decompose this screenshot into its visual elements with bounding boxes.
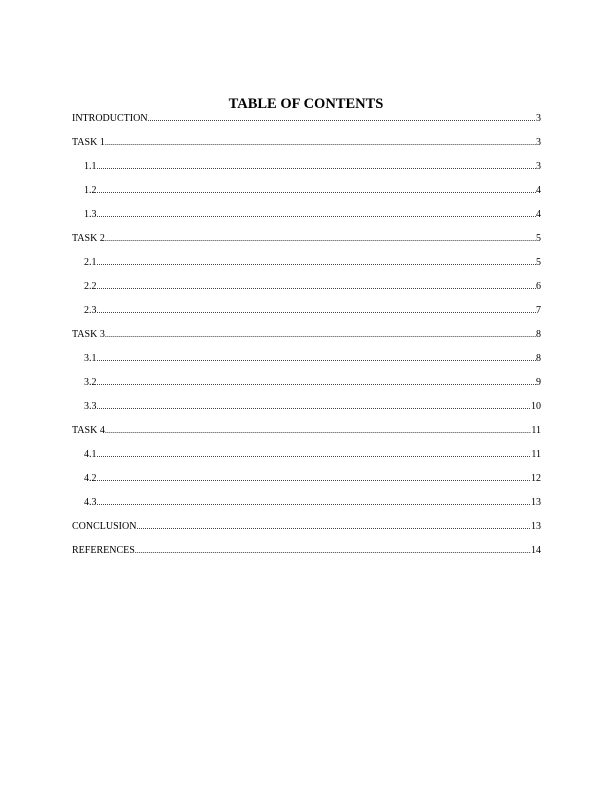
toc-list [72, 112, 541, 568]
toc-entry-label: 3.1 [84, 353, 97, 364]
toc-entry[interactable] [72, 328, 541, 352]
toc-dot-leader [97, 304, 537, 318]
toc-dot-leader [97, 280, 537, 294]
toc-dot-leader [97, 352, 537, 366]
toc-dot-leader [97, 256, 537, 270]
toc-page-number: 6 [536, 281, 541, 292]
toc-dot-leader [97, 160, 537, 174]
toc-dot-leader [97, 376, 537, 390]
toc-entry-label: 1.2 [84, 185, 97, 196]
toc-entry-label: 2.3 [84, 305, 97, 316]
toc-entry-label: INTRODUCTION [72, 113, 148, 124]
toc-dot-leader [105, 328, 536, 342]
toc-entry-label: 3.2 [84, 377, 97, 388]
toc-entry-label: 1.3 [84, 209, 97, 220]
toc-entry-label: TASK 2 [72, 233, 105, 244]
toc-entry[interactable] [72, 472, 541, 496]
toc-page-number: 3 [536, 161, 541, 172]
toc-entry[interactable] [72, 184, 541, 208]
page-title: TABLE OF CONTENTS [228, 96, 384, 112]
toc-page-number: 10 [531, 401, 541, 412]
toc-page-number: 11 [531, 449, 541, 460]
toc-entry-label: CONCLUSION [72, 521, 137, 532]
toc-page-number: 11 [531, 425, 541, 436]
toc-entry-label: TASK 4 [72, 425, 105, 436]
toc-page-number: 14 [531, 545, 541, 556]
toc-entry[interactable] [72, 136, 541, 160]
toc-dot-leader [97, 400, 532, 414]
toc-dot-leader [105, 232, 536, 246]
toc-entry[interactable] [72, 256, 541, 280]
toc-entry-label: 1.1 [84, 161, 97, 172]
toc-page-number: 13 [531, 497, 541, 508]
toc-entry-label: 4.2 [84, 473, 97, 484]
toc-entry-label: TASK 1 [72, 137, 105, 148]
toc-entry[interactable] [72, 400, 541, 424]
toc-dot-leader [97, 472, 532, 486]
toc-entry[interactable] [72, 112, 541, 136]
toc-page-number: 8 [536, 329, 541, 340]
toc-dot-leader [148, 112, 536, 126]
toc-entry[interactable] [72, 160, 541, 184]
toc-page-number: 7 [536, 305, 541, 316]
toc-dot-leader [97, 208, 537, 222]
toc-entry-label: 2.2 [84, 281, 97, 292]
toc-entry-label: 4.3 [84, 497, 97, 508]
toc-entry-label: 4.1 [84, 449, 97, 460]
toc-entry[interactable] [72, 304, 541, 328]
toc-page-number: 3 [536, 113, 541, 124]
toc-entry[interactable] [72, 280, 541, 304]
toc-entry[interactable] [72, 424, 541, 448]
toc-entry-label: 2.1 [84, 257, 97, 268]
toc-dot-leader [136, 520, 531, 534]
toc-page-number: 4 [536, 185, 541, 196]
toc-dot-leader [105, 424, 532, 438]
toc-entry[interactable] [72, 448, 541, 472]
toc-page-number: 9 [536, 377, 541, 388]
toc-entry-label: REFERENCES [72, 545, 135, 556]
toc-page-number: 5 [536, 257, 541, 268]
toc-dot-leader [105, 136, 536, 150]
toc-page-number: 5 [536, 233, 541, 244]
toc-page-number: 3 [536, 137, 541, 148]
toc-entry-label: TASK 3 [72, 329, 105, 340]
toc-page-number: 8 [536, 353, 541, 364]
toc-page-number: 4 [536, 209, 541, 220]
toc-entry[interactable] [72, 544, 541, 568]
toc-entry[interactable] [72, 520, 541, 544]
toc-dot-leader [97, 184, 537, 198]
toc-dot-leader [97, 496, 532, 510]
toc-entry[interactable] [72, 376, 541, 400]
toc-page-number: 12 [531, 473, 541, 484]
toc-page-number: 13 [531, 521, 541, 532]
toc-entry[interactable] [72, 496, 541, 520]
toc-dot-leader [97, 448, 532, 462]
toc-entry[interactable] [72, 232, 541, 256]
toc-dot-leader [135, 544, 531, 558]
toc-entry[interactable] [72, 352, 541, 376]
toc-entry[interactable] [72, 208, 541, 232]
toc-entry-label: 3.3 [84, 401, 97, 412]
